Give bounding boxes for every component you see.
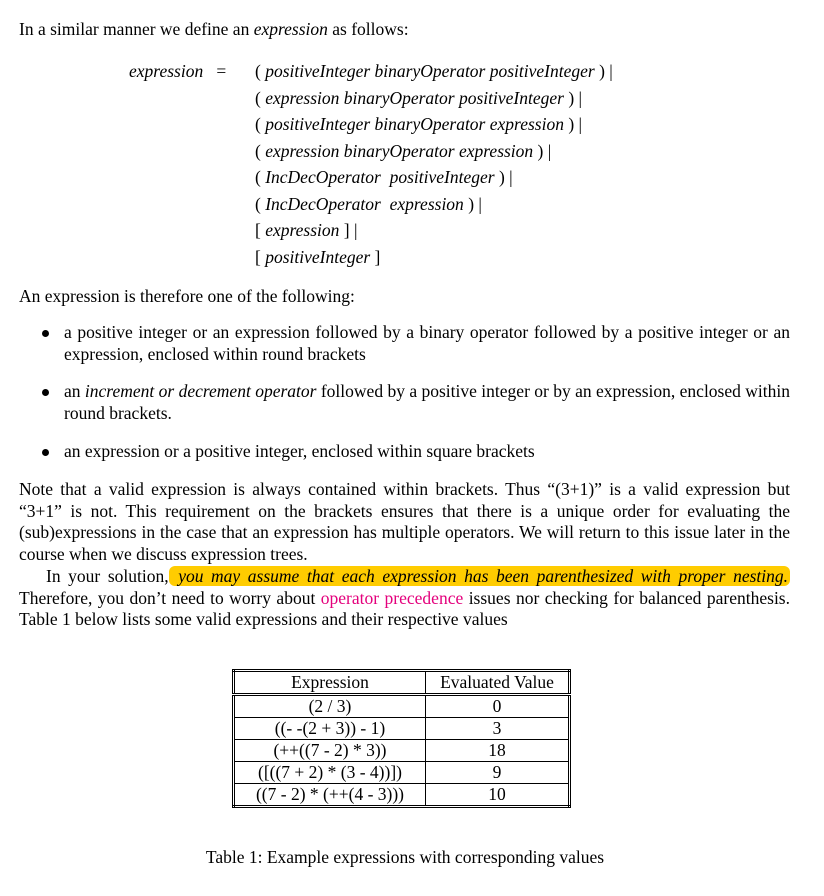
bullet-text: an bbox=[64, 381, 85, 401]
rule-open-bracket: ( bbox=[255, 193, 261, 214]
grammar-rule bbox=[255, 111, 582, 137]
intro-term: expression bbox=[253, 19, 328, 39]
rule-open-bracket: ( bbox=[255, 140, 261, 161]
grammar-rule bbox=[255, 58, 613, 84]
grammar-rule bbox=[255, 164, 513, 190]
table-header-expression: Expression bbox=[234, 671, 426, 695]
bullet-item bbox=[64, 322, 790, 365]
table-row bbox=[234, 740, 570, 762]
rule-body: IncDecOperator expression bbox=[265, 193, 464, 214]
grammar-rule bbox=[255, 85, 582, 111]
solution-paragraph bbox=[19, 566, 790, 631]
grammar-rule bbox=[255, 191, 482, 217]
bullet-emphasis: increment or decrement operator bbox=[84, 381, 317, 401]
rule-separator: | bbox=[509, 167, 513, 187]
table-row bbox=[234, 718, 570, 740]
grammar-lhs-term: expression bbox=[129, 61, 204, 81]
rule-body: expression binaryOperator positiveInteger bbox=[265, 87, 564, 108]
value-cell: 0 bbox=[426, 695, 570, 718]
rule-body: expression binaryOperator expression bbox=[265, 140, 534, 161]
note-paragraph: Note that a valid expression is always contained within brackets. Thus “(3+1)” is a valid expression but “3+1” is not. This requirement on the brackets ensures that there is a unique order for evaluating the (sub)expressions in the case that an expression has multiple operators. We will return to this issue later in the course when we discuss expression trees. bbox=[19, 479, 790, 564]
rule-separator: | bbox=[547, 140, 552, 161]
bullet-text: a positive integer or an expression followed by a binary operator followed by a positive integer or an expression, enclosed within round brackets bbox=[64, 322, 790, 364]
expression-cell: (++((7 - 2) * 3)) bbox=[234, 740, 426, 762]
rule-separator: | bbox=[609, 61, 613, 81]
rule-open-bracket: ( bbox=[255, 167, 261, 187]
bullet-text-end: followed by a positive integer or by an expression, enclosed within round brackets. bbox=[64, 381, 790, 423]
bullet-item bbox=[64, 381, 790, 424]
solution-text-mid: Therefore, you don’t need to worry about bbox=[19, 587, 321, 608]
expression-cell: (2 / 3) bbox=[234, 695, 426, 718]
solution-text: In your solution, bbox=[46, 566, 169, 586]
value-cell: 18 bbox=[426, 740, 570, 762]
bullet-icon bbox=[42, 330, 49, 337]
value-cell: 10 bbox=[426, 784, 570, 807]
rule-open-bracket: ( bbox=[255, 61, 261, 81]
grammar-rule bbox=[255, 244, 380, 270]
rule-close-bracket: ] bbox=[343, 220, 350, 240]
rule-body: positiveInteger binaryOperator positiveInteger bbox=[265, 61, 595, 81]
table-row bbox=[234, 762, 570, 784]
grammar-lhs bbox=[129, 58, 226, 84]
intro-text-end: as follows: bbox=[327, 19, 409, 39]
lead-text: An expression is therefore one of the following: bbox=[19, 286, 355, 306]
expression-cell: ([((7 + 2) * (3 - 4))]) bbox=[234, 762, 426, 784]
bullet-icon bbox=[42, 449, 49, 456]
rule-body: IncDecOperator positiveInteger bbox=[265, 167, 495, 187]
expression-cell: ((7 - 2) * (++(4 - 3))) bbox=[234, 784, 426, 807]
rule-open-bracket: [ bbox=[255, 246, 261, 267]
bullet-icon bbox=[42, 389, 49, 396]
value-cell: 9 bbox=[426, 762, 570, 784]
rule-close-bracket: ) bbox=[537, 140, 544, 161]
intro-line bbox=[19, 19, 409, 40]
rule-separator: | bbox=[578, 87, 583, 108]
rule-close-bracket: ) bbox=[498, 167, 505, 187]
grammar-equals: = bbox=[216, 61, 227, 81]
rule-close-bracket: ) bbox=[568, 114, 575, 134]
table-row bbox=[234, 784, 570, 807]
rule-separator: | bbox=[478, 193, 482, 214]
operator-precedence-link[interactable]: operator precedence bbox=[320, 587, 464, 608]
table-caption: Table 1: Example expressions with corresponding values bbox=[205, 847, 605, 867]
rule-separator: | bbox=[578, 114, 583, 134]
rule-close-bracket: ) bbox=[599, 61, 605, 81]
rule-body: positiveInteger bbox=[265, 246, 371, 267]
rule-open-bracket: ( bbox=[255, 114, 261, 134]
rule-close-bracket: ) bbox=[468, 193, 475, 214]
grammar-rule bbox=[255, 138, 551, 164]
table-header-value: Evaluated Value bbox=[426, 671, 570, 695]
bullet-item bbox=[64, 441, 790, 463]
highlighted-text: you may assume that each expression has been parenthesized with proper nesting. bbox=[170, 566, 788, 586]
solution-text-end: issues nor checking for balanced parenthesis. Table 1 below lists some valid expressions and their respective values bbox=[19, 587, 790, 630]
value-cell: 3 bbox=[426, 718, 570, 740]
rule-open-bracket: [ bbox=[255, 220, 261, 240]
rule-body: positiveInteger binaryOperator expression bbox=[265, 114, 564, 134]
rule-body: expression bbox=[265, 220, 340, 240]
rule-open-bracket: ( bbox=[255, 87, 261, 108]
bullet-text: an expression or a positive integer, enclosed within square brackets bbox=[64, 441, 535, 461]
rule-close-bracket: ] bbox=[374, 246, 381, 267]
intro-text: In a similar manner we define an bbox=[19, 19, 254, 39]
grammar-rule bbox=[255, 217, 358, 243]
table-row bbox=[234, 695, 570, 718]
expression-cell: ((- -(2 + 3)) - 1) bbox=[234, 718, 426, 740]
expressions-table bbox=[232, 669, 571, 808]
rule-separator: | bbox=[353, 220, 358, 240]
rule-close-bracket: ) bbox=[568, 87, 575, 108]
